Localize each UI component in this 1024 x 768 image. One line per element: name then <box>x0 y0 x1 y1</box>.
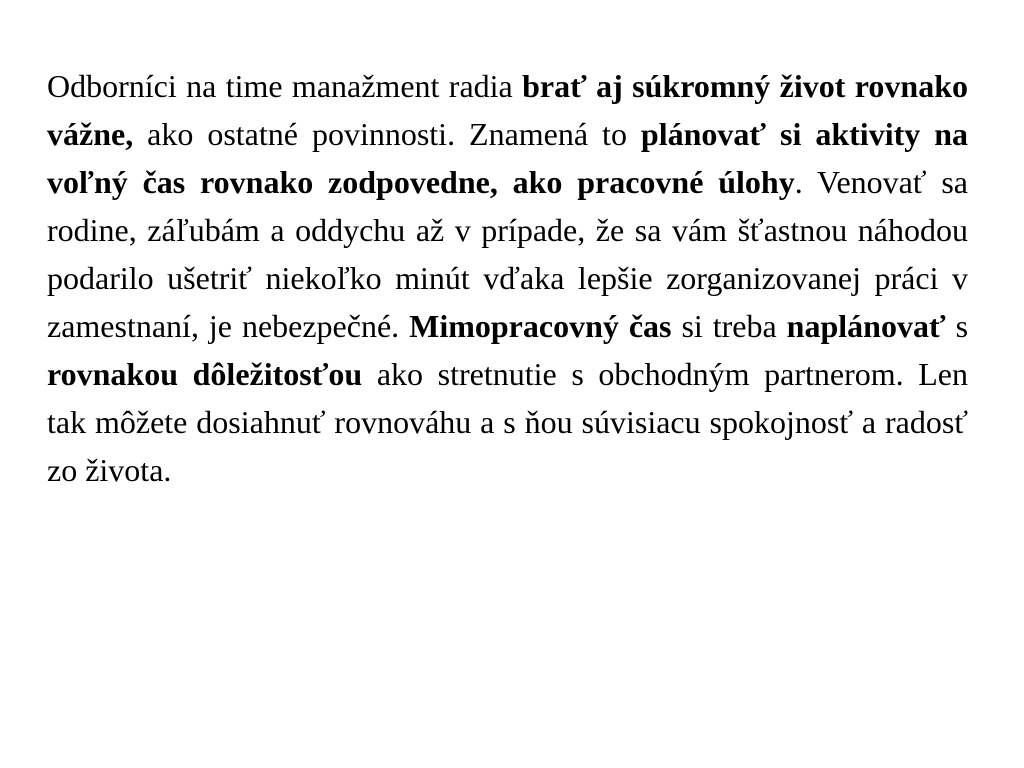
text-segment: ako ostatné povinnosti. Znamená to <box>133 116 641 152</box>
slide-paragraph <box>47 62 968 494</box>
text-segment-bold: rovnakou dôležitosťou <box>47 356 363 392</box>
text-segment: si treba <box>671 308 787 344</box>
text-segment: ako stretnutie s obchodným partnerom. Len tak môžete dosiahnuť rovnováhu a s ňou súvisiacu spokojnosť a radosť zo života. <box>47 356 969 488</box>
text-segment-bold: Mimopracovný čas <box>409 308 672 344</box>
text-segment: Odborníci na time manažment radia <box>47 68 523 104</box>
text-segment-bold: brať aj súkromný život rovnako vážne, <box>47 68 969 152</box>
text-segment: s <box>945 308 969 344</box>
text-segment-bold: naplánovať <box>786 308 946 344</box>
text-segment-bold: plánovať si aktivity na voľný čas rovnako zodpovedne, ako pracovné úlohy <box>47 116 969 200</box>
text-segment: . Venovať sa rodine, záľubám a oddychu až v prípade, že sa vám šťastnou náhodou podarilo ušetriť niekoľko minút vďaka lepšie zorganizovanej práci v zamestnaní, je nebezpečné. <box>47 164 969 344</box>
